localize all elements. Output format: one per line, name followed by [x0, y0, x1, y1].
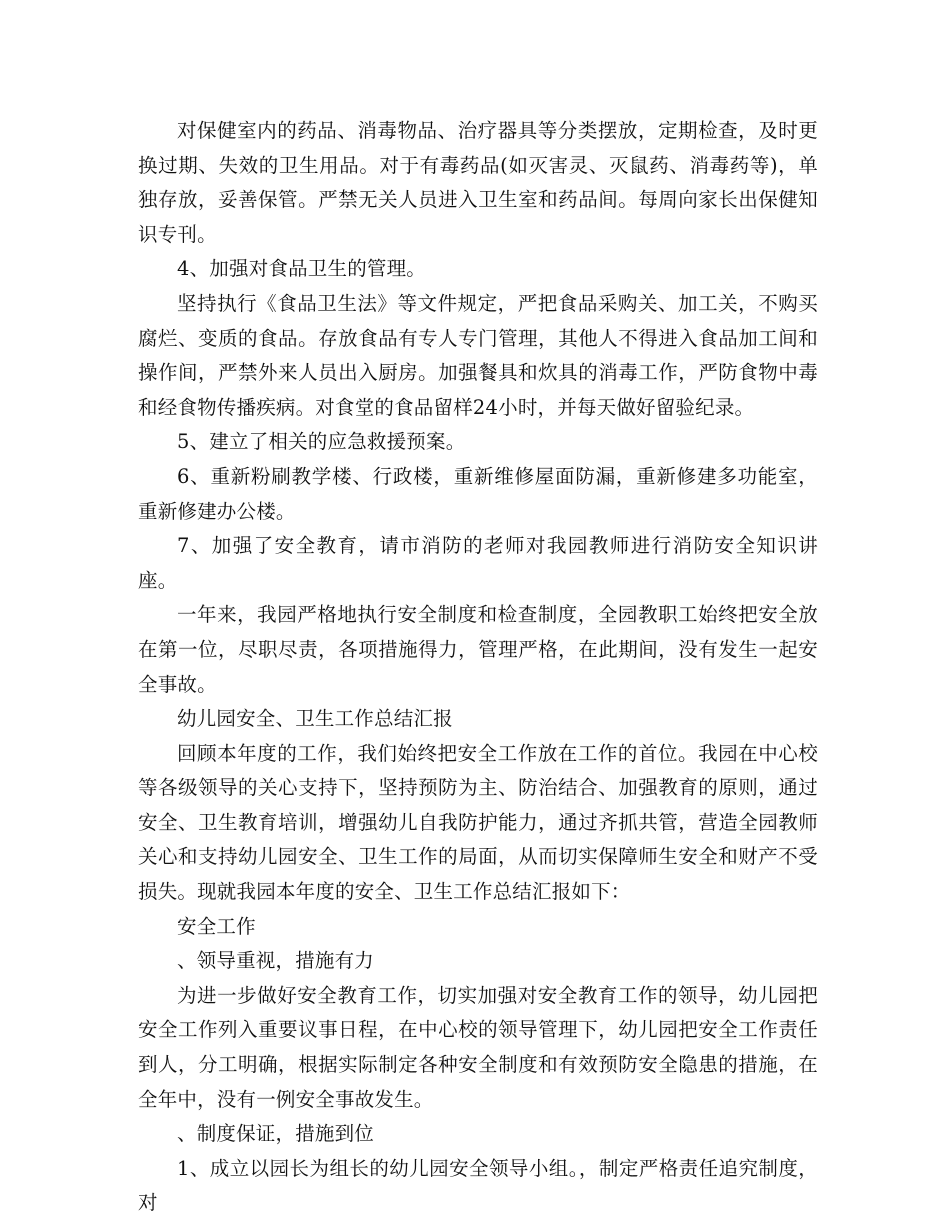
- subheading-leadership: 、领导重视，措施有力: [177, 949, 375, 973]
- paragraph-heading-food-hygiene: 4、加强对食品卫生的管理。: [177, 257, 427, 281]
- paragraph-food-hygiene-law: 坚持执行《食品卫生法》等文件规定，严把食品采购关、加工关，不购买腐烂、变质的食品。存放食品有专人专门管理，其他人不得进入食品加工间和操作间，严禁外来人员出入厨房。加强餐具和炊具的消毒工作，严防食物中毒和经食物传播疾病。对食堂的食品留样24小时，并每天做好留验纪录。: [138, 291, 818, 419]
- paragraph-fire-safety-lecture: 7、加强了安全教育，请市消防的老师对我园教师进行消防安全知识讲座。: [138, 534, 818, 592]
- subheading-systems: 、制度保证，措施到位: [177, 1122, 375, 1146]
- paragraph-emergency-plan: 5、建立了相关的应急救援预案。: [177, 430, 466, 454]
- paragraph-health-room-supplies: 对保健室内的药品、消毒物品、治疗器具等分类摆放，定期检查，及时更换过期、失效的卫生用品。对于有毒药品(如灭害灵、灭鼠药、消毒药等)，单独存放，妥善保管。严禁无关人员进入卫生室和药品间。每周向家长出保健知识专刊。: [138, 119, 818, 246]
- section-heading-safety-work: 安全工作: [177, 914, 256, 938]
- paragraph-building-repairs: 6、重新粉刷教学楼、行政楼，重新维修屋面防漏，重新修建多功能室，重新修建办公楼。: [138, 464, 818, 523]
- paragraph-review-intro: 回顾本年度的工作，我们始终把安全工作放在工作的首位。我园在中心校等各级领导的关心支持下，坚持预防为主、防治结合、加强教育的原则，通过安全、卫生教育培训，增强幼儿自我防护能力，通过齐抓共管，营造全园教师关心和支持幼儿园安全、卫生工作的局面，从而切实保障师生安全和财产不受损失。现就我园本年度的安全、卫生工作总结汇报如下：: [138, 741, 818, 904]
- paragraph-year-summary: 一年来，我园严格地执行安全制度和检查制度，全园教职工始终把安全放在第一位，尽职尽责，各项措施得力，管理严格，在此期间，没有发生一起安全事故。: [138, 603, 818, 696]
- section-title-report: 幼儿园安全、卫生工作总结汇报: [177, 707, 453, 731]
- document-body: [138, 114, 818, 1221]
- paragraph-leadership-detail: 为进一步做好安全教育工作，切实加强对安全教育工作的领导，幼儿园把安全工作列入重要议事日程，在中心校的领导管理下，幼儿园把安全工作责任到人，分工明确，根据实际制定各种安全制度和有效预防安全隐患的措施，在全年中，没有一例安全事故发生。: [138, 983, 818, 1111]
- paragraph-safety-group: 1、成立以园长为组长的幼儿园安全领导小组。，制定严格责任追究制度，对: [138, 1156, 818, 1215]
